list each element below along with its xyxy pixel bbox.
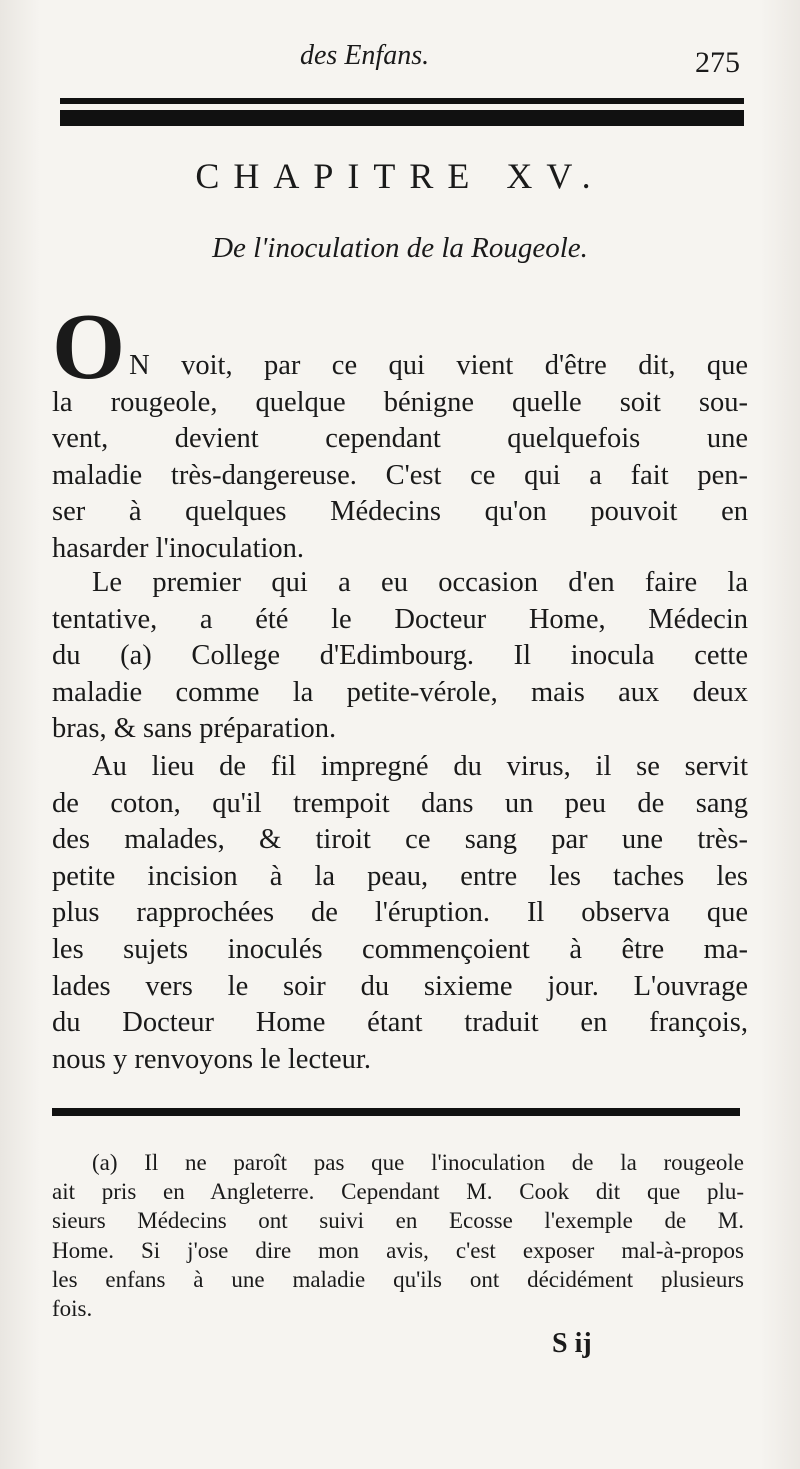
text-line: ser à quelques Médecins qu'on pouvoit en (52, 496, 748, 528)
text-line: Au lieu de fil impregné du virus, il se servit (92, 751, 748, 782)
chapter-subtitle: De l'inoculation de la Rougeole. (212, 232, 588, 264)
header-rule-thin (60, 98, 744, 104)
footnote-rule (52, 1108, 740, 1116)
footnote-line: Home. Si j'ose dire mon avis, c'est exposer mal-à-propos (52, 1237, 744, 1263)
text-line: maladie comme la petite-vérole, mais aux deux (52, 676, 748, 708)
header-rule-thick (60, 110, 744, 126)
footnote-line: (a) Il ne paroît pas que l'inoculation de la rougeole (92, 1150, 744, 1175)
text-line: nous y renvoyons le lecteur. (52, 1043, 371, 1075)
paragraph-2 (52, 565, 748, 748)
signature-mark: S ij (552, 1328, 592, 1359)
text-line: des malades, & tiroit ce sang par une très- (52, 824, 748, 856)
header-rule (60, 98, 744, 128)
footnote-line: sieurs Médecins ont suivi en Ecosse l'exemple de M. (52, 1208, 744, 1234)
text-line: les sujets inoculés commençoient à être ma- (52, 933, 748, 965)
text-line: du Docteur Home étant traduit en françois, (52, 1007, 748, 1039)
drop-cap: O (52, 295, 126, 399)
text-line: bras, & sans préparation. (52, 713, 337, 745)
text-line: la rougeole, quelque bénigne quelle soit sou- (52, 386, 748, 418)
text-line: plus rapprochées de l'éruption. Il observa que (52, 897, 748, 929)
text-line: de coton, qu'il trempoit dans un peu de sang (52, 787, 748, 819)
chapter-title: CHAPITRE XV. (195, 156, 605, 196)
footnote (52, 1148, 744, 1323)
text-line: du (a) College d'Edimbourg. Il inocula cette (52, 640, 748, 672)
text-line: N voit, par ce qui vient d'être dit, que (129, 350, 748, 381)
text-line: petite incision à la peau, entre les taches les (52, 860, 748, 892)
text-line: Le premier qui a eu occasion d'en faire la (92, 567, 748, 598)
footnote-line: les enfans à une maladie qu'ils ont décidément plusieurs (52, 1266, 744, 1292)
text-line: hasarder l'inoculation. (52, 532, 305, 564)
text-line: lades vers le soir du sixieme jour. L'ouvrage (52, 970, 748, 1002)
text-line: vent, devient cependant quelquefois une (52, 423, 748, 455)
footnote-line: ait pris en Angleterre. Cependant M. Cook dit que plu- (52, 1179, 744, 1205)
text-line: tentative, a été le Docteur Home, Médecin (52, 603, 748, 635)
paragraph-1 (52, 295, 748, 568)
footnote-line: fois. (52, 1295, 93, 1321)
running-head: des Enfans. (300, 40, 430, 71)
page-number: 275 (695, 46, 740, 79)
paragraph-3 (52, 749, 748, 1078)
text-line: maladie très-dangereuse. C'est ce qui a fait pen- (52, 459, 748, 491)
